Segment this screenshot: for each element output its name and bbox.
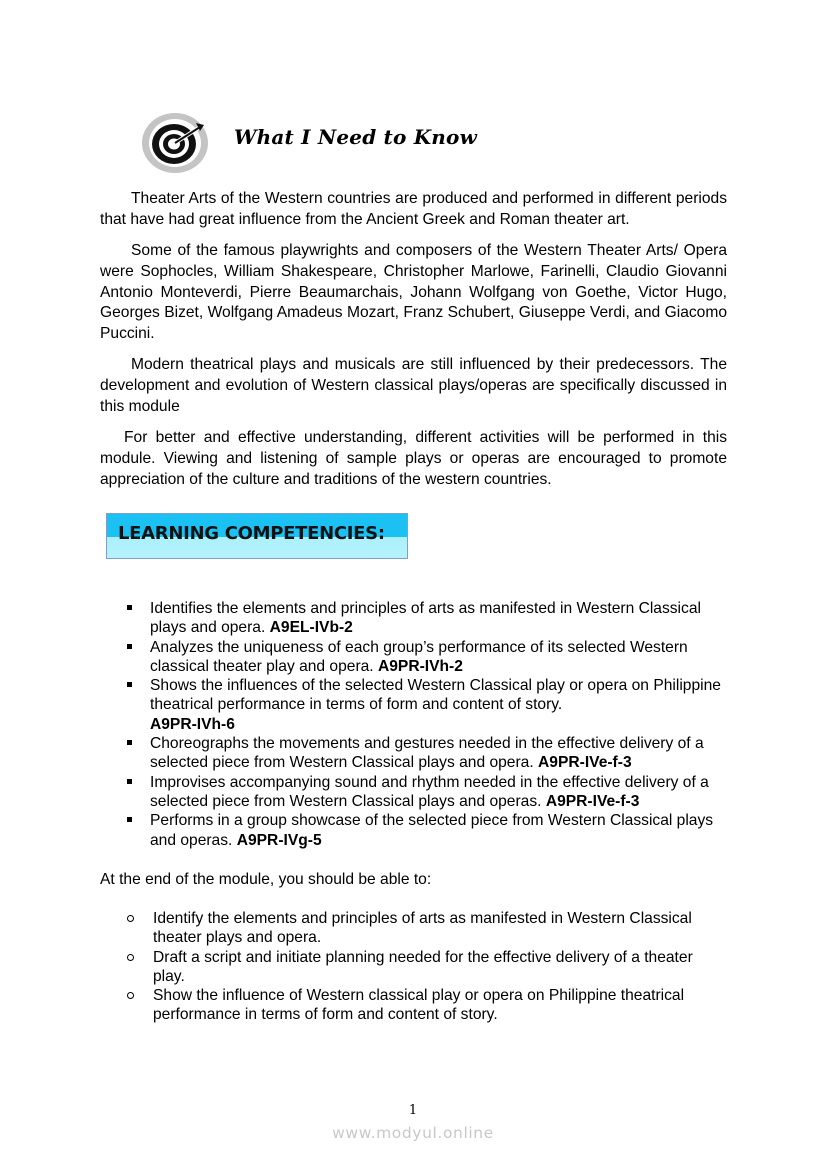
list-item: Performs in a group showcase of the selected piece from Western Classical plays and operas. A9PR-IVg-5 [0, 811, 730, 850]
list-item: Improvises accompanying sound and rhythm needed in the effective delivery of a selected piece from Western Classical plays and operas. A9PR-IVe-f-3 [0, 773, 730, 812]
watermark: www.modyul.online [332, 1124, 494, 1142]
competencies-list [0, 599, 730, 850]
list-item: Analyzes the uniqueness of each group’s performance of its selected Western classical theater play and opera. A9PR-IVh-2 [0, 638, 730, 677]
target-bullseye-icon [140, 112, 210, 174]
square-bullet-icon [127, 644, 132, 649]
square-bullet-icon [127, 605, 132, 610]
learning-competencies-heading: LEARNING COMPETENCIES: [118, 523, 385, 544]
competency-code: A9PR-IVg-5 [236, 831, 322, 849]
list-item: Show the influence of Western classical play or opera on Philippine theatrical performance in terms of form and content of story. [0, 986, 728, 1025]
list-item: Identifies the elements and principles of arts as manifested in Western Classical plays and opera. A9EL-IVb-2 [0, 599, 730, 638]
circle-bullet-icon [127, 992, 134, 999]
competency-code: A9PR-IVh-2 [378, 657, 463, 675]
competency-code: A9PR-IVe-f-3 [538, 754, 632, 772]
square-bullet-icon [127, 740, 132, 745]
objectives-intro: At the end of the module, you should be able to: [100, 871, 432, 888]
competency-code: A9PR-IVh-6 [150, 715, 235, 733]
list-item: Identify the elements and principles of arts as manifested in Western Classical theater plays and opera. [0, 909, 728, 948]
list-item: Choreographs the movements and gestures needed in the effective delivery of a selected piece from Western Classical plays and opera. A9PR-IVe-f-3 [0, 734, 730, 773]
page-title: What I Need to Know [234, 125, 477, 149]
square-bullet-icon [127, 682, 132, 687]
learning-competencies-banner [106, 513, 408, 559]
intro-paragraph-3: Modern theatrical plays and musicals are still influenced by their predecessors. The development and evolution of Western classical plays/operas are specifically discussed in this module [100, 356, 727, 415]
intro-paragraph-2: Some of the famous playwrights and composers of the Western Theater Arts/ Opera were Sophocles, William Shakespeare, Christopher Marlowe, Farinelli, Claudio Giovanni Antonio Monteverdi, Pierre Beaumarchais, Johann Wolfgang von Goethe, Victor Hugo, Georges Bizet, Wolfgang Amadeus Mozart, Franz Schubert, Giuseppe Verdi, and Giacomo Puccini. [100, 242, 727, 343]
intro-paragraph-1: Theater Arts of the Western countries are produced and performed in different periods that have had great influence from the Ancient Greek and Roman theater art. [100, 190, 727, 228]
intro-paragraph-4: For better and effective understanding, different activities will be performed in this module. Viewing and listening of sample plays or operas are encouraged to promote appreciation of the culture and traditions of the western countries. [100, 429, 727, 488]
square-bullet-icon [127, 779, 132, 784]
circle-bullet-icon [127, 915, 134, 922]
section-header [140, 112, 210, 174]
competency-code: A9PR-IVe-f-3 [545, 792, 640, 810]
list-item: Draft a script and initiate planning needed for the effective delivery of a theater play. [0, 948, 728, 987]
circle-bullet-icon [127, 954, 134, 961]
square-bullet-icon [127, 817, 132, 822]
page-number: 1 [408, 1103, 418, 1118]
objectives-list [0, 909, 728, 1025]
competency-code: A9EL-IVb-2 [269, 619, 353, 637]
list-item: Shows the influences of the selected Western Classical play or opera on Philippine theatrical performance in terms of form and content of story. A9PR-IVh-6 [0, 676, 730, 734]
